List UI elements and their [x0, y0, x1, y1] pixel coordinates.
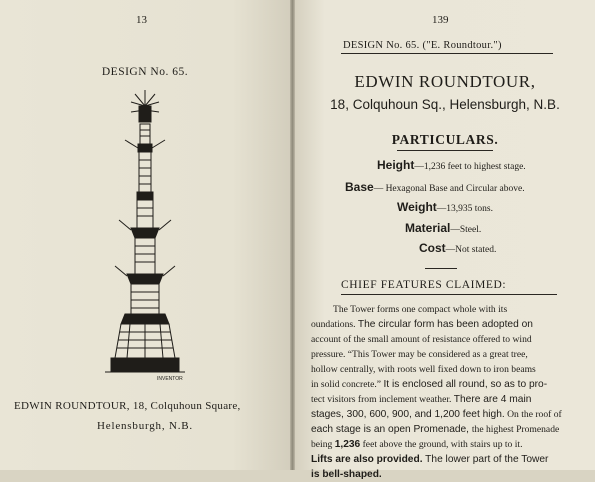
spec-value: —13,935 tons. — [436, 204, 493, 214]
inventor-name: EDWIN ROUNDTOUR, — [354, 72, 536, 91]
para-line: each stage is an open Promenade, the highest Promenade — [311, 424, 560, 435]
section-divider — [425, 268, 457, 269]
spec-value: —1,236 feet to highest stage. — [414, 162, 526, 172]
para-line: oundations. The circular form has been adopted on — [311, 319, 533, 330]
para-line: pressure. “This Tower may be considered as a great tree, — [311, 349, 528, 360]
page-number-left: 13 — [136, 14, 147, 26]
particulars-rule — [397, 150, 493, 151]
header-rule — [341, 53, 553, 54]
features-paragraph — [311, 302, 591, 482]
para-line: hollow centrally, with roots well fixed down to iron beams — [311, 364, 536, 375]
para-line: The Tower forms one compact whole with its — [333, 304, 508, 315]
spec-height — [377, 158, 526, 172]
left-page — [0, 0, 290, 470]
spec-value: — Hexagonal Base and Circular above. — [373, 184, 525, 194]
features-heading: CHIEF FEATURES CLAIMED: — [341, 279, 507, 291]
spec-value: —Steel. — [450, 225, 482, 235]
para-line: stages, 300, 600, 900, and 1,200 feet high. On the roof of — [311, 409, 562, 420]
para-line: Lifts are also provided. The lower part of the Tower — [311, 454, 549, 465]
caption-line-1: EDWIN ROUNDTOUR, 18, Colquhoun Square, — [14, 400, 241, 412]
spec-label: Material — [405, 221, 451, 235]
spec-weight — [397, 200, 493, 214]
spec-label: Cost — [419, 241, 446, 255]
spec-label: Base — [345, 180, 374, 194]
page-number-right: 139 — [432, 14, 449, 26]
design-header: DESIGN No. 65. ("E. Roundtour.") — [343, 40, 502, 51]
para-line: in solid concrete.” It is enclosed all round, so as to pro- — [311, 379, 548, 390]
tower-illustration — [95, 88, 195, 383]
spec-cost — [419, 241, 496, 255]
para-line: being 1,236 feet above the ground, with stairs up to it. — [311, 439, 523, 450]
particulars-heading: PARTICULARS. — [391, 132, 499, 147]
spec-label: Height — [377, 158, 415, 172]
para-line: tect visitors from inclement weather. There are 4 main — [311, 394, 532, 405]
para-line: is bell-shaped. — [311, 469, 382, 480]
inventor-address: 18, Colquhoun Sq., Helensburgh, N.B. — [330, 97, 560, 112]
right-page — [295, 0, 595, 480]
spec-label: Weight — [397, 200, 437, 214]
para-line: account of the small amount of resistance offered to wind — [311, 334, 532, 345]
spec-material — [405, 221, 481, 235]
design-label: DESIGN No. 65. — [101, 66, 189, 78]
illustration-label: INVENTOR — [157, 376, 183, 382]
features-rule — [341, 294, 557, 295]
spec-base — [345, 180, 525, 194]
caption-line-2: Helensburgh, N.B. — [97, 420, 193, 432]
spec-value: —Not stated. — [445, 245, 497, 255]
